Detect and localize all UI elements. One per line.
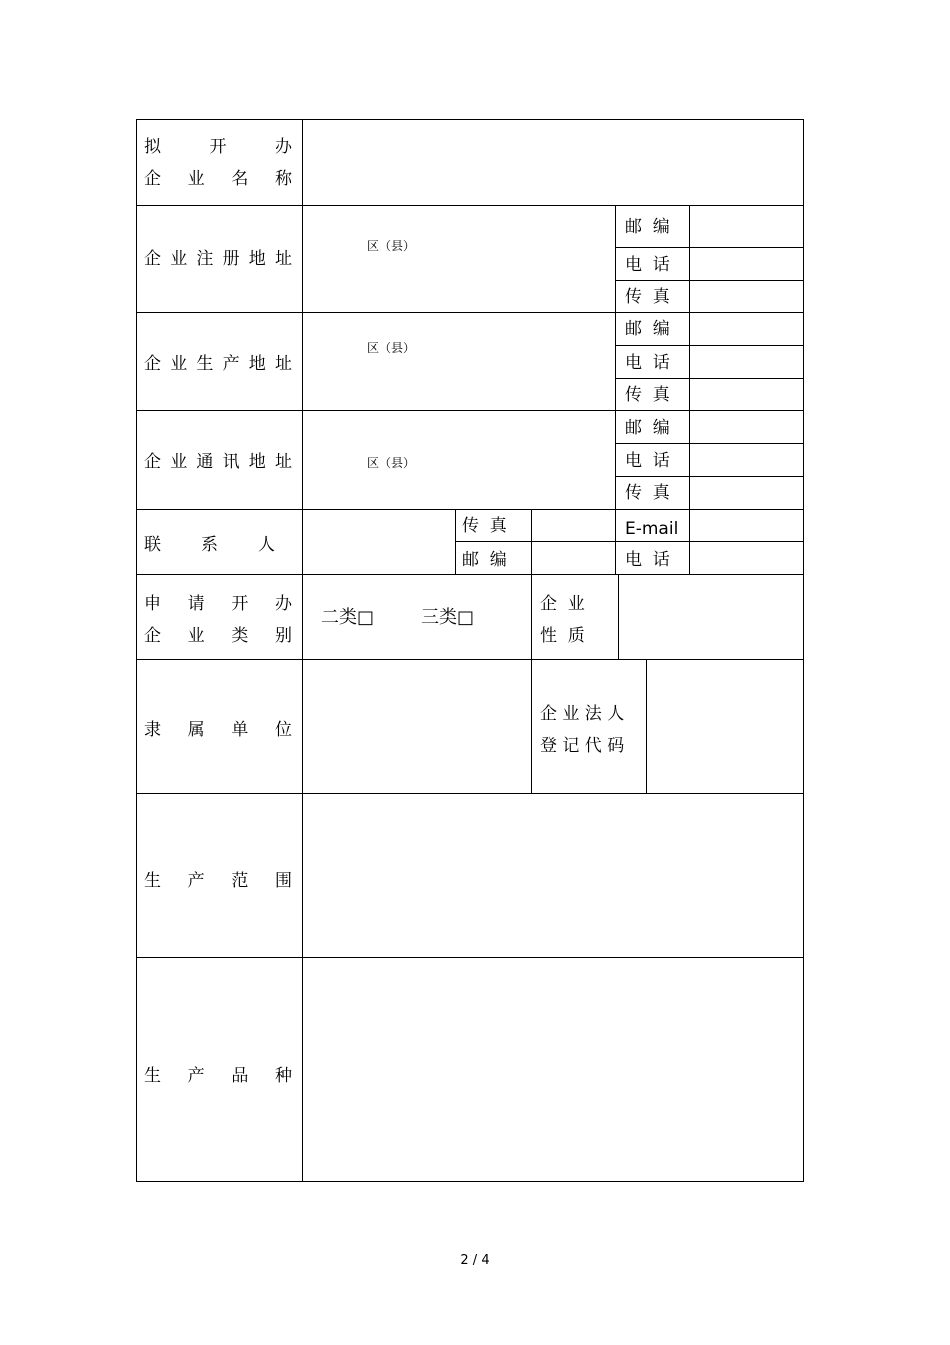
phone-field[interactable] — [691, 445, 802, 475]
legal-code-field[interactable] — [648, 661, 802, 792]
sub-column-divider — [455, 509, 456, 575]
enterprise-name-field[interactable] — [304, 121, 802, 204]
postcode-label: 邮 编 — [625, 418, 670, 438]
production-address-field[interactable] — [304, 314, 614, 409]
sub-row-divider — [615, 247, 804, 248]
postcode-label: 邮 编 — [625, 319, 670, 339]
contact-person-field[interactable] — [304, 511, 454, 574]
row-divider — [136, 312, 804, 313]
fax-label: 传 真 — [625, 483, 670, 503]
phone-field[interactable] — [691, 347, 802, 377]
row-divider — [136, 793, 804, 794]
district-label: 区（县） — [367, 341, 416, 355]
label-column-divider — [302, 119, 303, 1182]
row-divider — [136, 574, 804, 575]
legal-code-label-line1: 企 业 法 人 — [540, 704, 625, 724]
phone-label: 电 话 — [625, 550, 670, 570]
label-apply-category-line1: 申 请 开 办 — [144, 594, 292, 614]
district-label: 区（县） — [367, 456, 416, 470]
label-proposed-line1: 拟 开 办 — [144, 137, 292, 157]
sub-column-divider — [615, 205, 616, 575]
row-divider — [136, 509, 804, 510]
sub-row-divider — [615, 443, 804, 444]
sub-column-divider — [531, 574, 532, 794]
phone-field[interactable] — [691, 249, 802, 279]
table-border-left — [136, 119, 137, 1182]
email-field[interactable] — [691, 511, 802, 541]
label-affiliated-unit: 隶 属 单 位 — [144, 720, 292, 740]
mailing-address-field[interactable] — [304, 412, 614, 508]
page-number: 2 / 4 — [460, 1253, 490, 1268]
postcode-field[interactable] — [691, 314, 802, 344]
sub-row-divider — [615, 378, 804, 379]
class-two-checkbox[interactable]: 二类□ — [321, 607, 375, 628]
label-contact-person: 联 系 人 — [144, 535, 275, 555]
fax-field[interactable] — [691, 380, 802, 409]
phone-label: 电 话 — [625, 255, 670, 275]
production-varieties-field[interactable] — [304, 959, 802, 1180]
postcode-field[interactable] — [691, 207, 802, 246]
fax-label: 传 真 — [462, 516, 507, 536]
class-three-checkbox[interactable]: 三类□ — [421, 607, 475, 628]
fax-label: 传 真 — [625, 287, 670, 307]
label-apply-category-line2: 企 业 类 别 — [144, 626, 292, 646]
table-border-right — [803, 119, 804, 1182]
sub-column-divider — [531, 509, 532, 575]
postcode-field[interactable] — [691, 412, 802, 442]
sub-column-divider — [646, 659, 647, 794]
sub-row-divider — [615, 280, 804, 281]
label-production-address: 企 业 生 产 地 址 — [144, 354, 292, 374]
fax-field[interactable] — [691, 478, 802, 508]
legal-code-label-line2: 登 记 代 码 — [540, 736, 625, 756]
label-mailing-address: 企 业 通 讯 地 址 — [144, 452, 292, 472]
postcode-field[interactable] — [533, 543, 614, 573]
enterprise-nature-label-line2: 性 质 — [540, 626, 585, 646]
fax-label: 传 真 — [625, 385, 670, 405]
sub-row-divider — [455, 541, 804, 542]
label-enterprise-name-line2: 企 业 名 称 — [144, 169, 292, 189]
sub-column-divider — [618, 574, 619, 660]
label-registered-address: 企 业 注 册 地 址 — [144, 249, 292, 269]
registered-address-field[interactable] — [304, 207, 614, 311]
phone-label: 电 话 — [625, 353, 670, 373]
phone-label: 电 话 — [625, 451, 670, 471]
label-production-scope: 生 产 范 围 — [144, 871, 292, 891]
production-scope-field[interactable] — [304, 795, 802, 956]
table-border-bottom — [136, 1181, 804, 1182]
row-divider — [136, 410, 804, 411]
sub-row-divider — [615, 345, 804, 346]
sub-column-divider — [689, 205, 690, 575]
postcode-label: 邮 编 — [625, 217, 670, 237]
affiliated-unit-field[interactable] — [304, 661, 530, 792]
row-divider — [136, 957, 804, 958]
label-production-varieties: 生 产 品 种 — [144, 1066, 292, 1086]
sub-row-divider — [615, 476, 804, 477]
row-divider — [136, 659, 804, 660]
enterprise-nature-field[interactable] — [620, 576, 802, 658]
fax-field[interactable] — [533, 511, 614, 541]
fax-field[interactable] — [691, 282, 802, 311]
row-divider — [136, 205, 804, 206]
email-label: E-mail — [625, 519, 679, 539]
phone-field[interactable] — [691, 543, 802, 573]
district-label: 区（县） — [367, 239, 416, 253]
postcode-label: 邮 编 — [462, 550, 507, 570]
enterprise-nature-label-line1: 企 业 — [540, 594, 585, 614]
table-border-top — [136, 119, 804, 120]
